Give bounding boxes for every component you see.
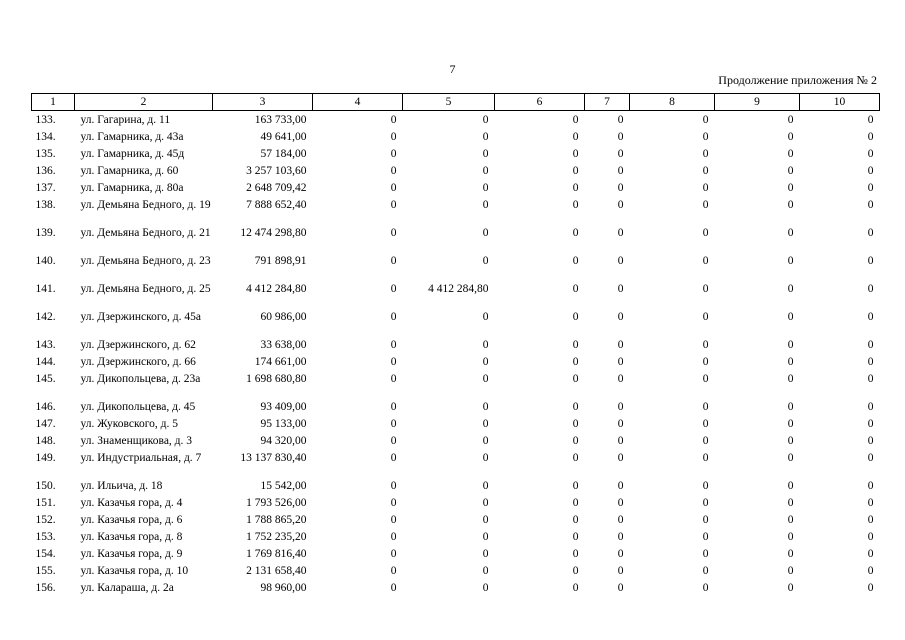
amount-cell-col5: 0 — [482, 199, 489, 211]
amount-cell-col8: 0 — [702, 565, 709, 577]
amount-cell-col4: 0 — [390, 401, 397, 413]
column-header: 1 — [32, 94, 75, 111]
amount-cell-col7: 0 — [617, 373, 624, 385]
amount-cell-col10: 0 — [867, 227, 874, 239]
amount-cell-col3: 791 898,91 — [254, 255, 307, 267]
column-header: 6 — [495, 94, 585, 111]
amount-cell-col9: 0 — [787, 339, 794, 351]
amount-cell-col9: 0 — [787, 452, 794, 464]
amount-cell-col5: 0 — [482, 435, 489, 447]
amount-cell-col5: 0 — [482, 114, 489, 126]
amount-cell-col9: 0 — [787, 480, 794, 492]
amount-cell-col10: 0 — [867, 131, 874, 143]
amount-cell-col9: 0 — [787, 514, 794, 526]
amount-cell-col9: 0 — [787, 182, 794, 194]
amount-cell-col8: 0 — [702, 452, 709, 464]
amount-cell-col4: 0 — [390, 114, 397, 126]
amount-cell-col10: 0 — [867, 497, 874, 509]
amount-cell-col4: 0 — [390, 131, 397, 143]
amount-cell-col5: 0 — [482, 452, 489, 464]
amount-cell-col5: 0 — [482, 356, 489, 368]
table-row — [32, 528, 880, 545]
table-row — [32, 353, 880, 370]
amount-cell-col7: 0 — [617, 480, 624, 492]
row-number-cell: 156. — [35, 582, 56, 594]
amount-cell-col8: 0 — [702, 548, 709, 560]
row-number-cell: 153. — [35, 531, 56, 543]
amount-cell-col3: 15 542,00 — [260, 480, 307, 492]
address-cell: ул. Дзержинского, д. 62 — [80, 339, 196, 351]
amount-cell-col7: 0 — [617, 514, 624, 526]
amount-cell-col6: 0 — [572, 311, 579, 323]
row-number-cell: 133. — [35, 114, 56, 126]
column-header: 2 — [75, 94, 213, 111]
amount-cell-col7: 0 — [617, 199, 624, 211]
amount-cell-col6: 0 — [572, 227, 579, 239]
address-cell: ул. Гамарника, д. 45д — [80, 148, 185, 160]
address-cell: ул. Казачья гора, д. 9 — [80, 548, 183, 560]
amount-cell-col7: 0 — [617, 182, 624, 194]
amount-cell-col10: 0 — [867, 182, 874, 194]
address-cell: ул. Индустриальная, д. 7 — [80, 452, 202, 464]
table-row — [32, 579, 880, 596]
address-cell: ул. Гамарника, д. 60 — [80, 165, 179, 177]
address-cell: ул. Знаменщикова, д. 3 — [80, 435, 193, 447]
address-cell: ул. Дзержинского, д. 66 — [80, 356, 196, 368]
amount-cell-col10: 0 — [867, 435, 874, 447]
amount-cell-col8: 0 — [702, 165, 709, 177]
amount-cell-col3: 1 793 526,00 — [246, 497, 307, 509]
table-row — [32, 449, 880, 477]
amount-cell-col8: 0 — [702, 311, 709, 323]
table-row — [32, 308, 880, 336]
row-number-cell: 137. — [35, 182, 56, 194]
amount-cell-col7: 0 — [617, 227, 624, 239]
amount-cell-col6: 0 — [572, 199, 579, 211]
row-number-cell: 155. — [35, 565, 56, 577]
amount-cell-col4: 0 — [390, 339, 397, 351]
amount-cell-col8: 0 — [702, 480, 709, 492]
amount-cell-col9: 0 — [787, 565, 794, 577]
amount-cell-col8: 0 — [702, 339, 709, 351]
amount-cell-col4: 0 — [390, 283, 397, 295]
amount-cell-col5: 0 — [482, 418, 489, 430]
address-cell: ул. Демьяна Бедного, д. 25 — [80, 283, 211, 295]
amount-cell-col10: 0 — [867, 582, 874, 594]
amount-cell-col6: 0 — [572, 435, 579, 447]
amount-cell-col3: 1 752 235,20 — [246, 531, 307, 543]
table-row — [32, 477, 880, 494]
amount-cell-col8: 0 — [702, 401, 709, 413]
amount-cell-col7: 0 — [617, 565, 624, 577]
amount-cell-col3: 4 412 284,80 — [246, 283, 307, 295]
amount-cell-col6: 0 — [572, 480, 579, 492]
amount-cell-col4: 0 — [390, 418, 397, 430]
amount-cell-col5: 4 412 284,80 — [428, 283, 489, 295]
table-row — [32, 336, 880, 353]
amount-cell-col6: 0 — [572, 452, 579, 464]
amount-cell-col3: 33 638,00 — [260, 339, 307, 351]
amount-cell-col5: 0 — [482, 548, 489, 560]
address-cell: ул. Дзержинского, д. 45а — [80, 311, 202, 323]
amount-cell-col8: 0 — [702, 283, 709, 295]
amount-cell-col6: 0 — [572, 339, 579, 351]
amount-cell-col6: 0 — [572, 401, 579, 413]
column-header: 7 — [585, 94, 630, 111]
amount-cell-col7: 0 — [617, 114, 624, 126]
amount-cell-col8: 0 — [702, 199, 709, 211]
row-number-cell: 134. — [35, 131, 56, 143]
row-number-cell: 144. — [35, 356, 56, 368]
amount-cell-col9: 0 — [787, 114, 794, 126]
amount-cell-col8: 0 — [702, 514, 709, 526]
amount-cell-col4: 0 — [390, 531, 397, 543]
amount-cell-col7: 0 — [617, 435, 624, 447]
amount-cell-col4: 0 — [390, 582, 397, 594]
amount-cell-col10: 0 — [867, 255, 874, 267]
amount-cell-col10: 0 — [867, 548, 874, 560]
amount-cell-col9: 0 — [787, 227, 794, 239]
table-row — [32, 179, 880, 196]
amount-cell-col6: 0 — [572, 148, 579, 160]
amount-cell-col7: 0 — [617, 418, 624, 430]
column-header: 3 — [213, 94, 313, 111]
amount-cell-col8: 0 — [702, 435, 709, 447]
table-row — [32, 398, 880, 415]
amount-cell-col7: 0 — [617, 131, 624, 143]
amount-cell-col4: 0 — [390, 435, 397, 447]
amount-cell-col7: 0 — [617, 356, 624, 368]
amount-cell-col5: 0 — [482, 131, 489, 143]
table-row — [32, 280, 880, 308]
address-cell: ул. Ильича, д. 18 — [80, 480, 163, 492]
amount-cell-col9: 0 — [787, 418, 794, 430]
amount-cell-col3: 1 788 865,20 — [246, 514, 307, 526]
row-number-cell: 139. — [35, 227, 56, 239]
amount-cell-col7: 0 — [617, 531, 624, 543]
row-number-cell: 141. — [35, 283, 56, 295]
amount-cell-col8: 0 — [702, 582, 709, 594]
amount-cell-col9: 0 — [787, 373, 794, 385]
amount-cell-col3: 7 888 652,40 — [246, 199, 307, 211]
amount-cell-col7: 0 — [617, 452, 624, 464]
amount-cell-col4: 0 — [390, 182, 397, 194]
table-row — [32, 224, 880, 252]
amount-cell-col3: 2 131 658,40 — [246, 565, 307, 577]
amount-cell-col4: 0 — [390, 497, 397, 509]
amount-cell-col5: 0 — [482, 165, 489, 177]
amount-cell-col3: 12 474 298,80 — [240, 227, 307, 239]
amount-cell-col10: 0 — [867, 114, 874, 126]
address-cell: ул. Казачья гора, д. 6 — [80, 514, 183, 526]
row-number-cell: 142. — [35, 311, 56, 323]
row-number-cell: 152. — [35, 514, 56, 526]
amount-cell-col4: 0 — [390, 165, 397, 177]
table-row — [32, 432, 880, 449]
amount-cell-col5: 0 — [482, 401, 489, 413]
amount-cell-col5: 0 — [482, 497, 489, 509]
amount-cell-col9: 0 — [787, 497, 794, 509]
amount-cell-col3: 57 184,00 — [260, 148, 307, 160]
amount-cell-col7: 0 — [617, 548, 624, 560]
amount-cell-col7: 0 — [617, 283, 624, 295]
row-number-cell: 136. — [35, 165, 56, 177]
amount-cell-col7: 0 — [617, 255, 624, 267]
amount-cell-col3: 174 661,00 — [254, 356, 307, 368]
amount-cell-col4: 0 — [390, 227, 397, 239]
address-cell: ул. Гамарника, д. 43а — [80, 131, 184, 143]
amount-cell-col7: 0 — [617, 311, 624, 323]
amount-cell-col5: 0 — [482, 182, 489, 194]
address-cell: ул. Казачья гора, д. 10 — [80, 565, 189, 577]
amount-cell-col10: 0 — [867, 165, 874, 177]
amount-cell-col6: 0 — [572, 182, 579, 194]
row-number-cell: 148. — [35, 435, 56, 447]
amount-cell-col6: 0 — [572, 565, 579, 577]
amount-cell-col7: 0 — [617, 401, 624, 413]
amount-cell-col8: 0 — [702, 356, 709, 368]
amount-cell-col5: 0 — [482, 565, 489, 577]
amount-cell-col5: 0 — [482, 373, 489, 385]
appendix-continuation-label: Продолжение приложения № 2 — [718, 73, 877, 87]
amount-cell-col7: 0 — [617, 582, 624, 594]
amount-cell-col10: 0 — [867, 148, 874, 160]
amount-cell-col3: 93 409,00 — [260, 401, 307, 413]
column-header: 4 — [313, 94, 403, 111]
row-number-cell: 140. — [35, 255, 56, 267]
amount-cell-col9: 0 — [787, 148, 794, 160]
amount-cell-col7: 0 — [617, 165, 624, 177]
amount-cell-col9: 0 — [787, 582, 794, 594]
amount-cell-col8: 0 — [702, 255, 709, 267]
amount-cell-col9: 0 — [787, 435, 794, 447]
amount-cell-col10: 0 — [867, 531, 874, 543]
amount-cell-col9: 0 — [787, 311, 794, 323]
amount-cell-col4: 0 — [390, 480, 397, 492]
amount-cell-col5: 0 — [482, 227, 489, 239]
amount-cell-col4: 0 — [390, 311, 397, 323]
amount-cell-col6: 0 — [572, 356, 579, 368]
row-number-cell: 147. — [35, 418, 56, 430]
amount-cell-col5: 0 — [482, 255, 489, 267]
amount-cell-col9: 0 — [787, 255, 794, 267]
table-row — [32, 511, 880, 528]
amount-cell-col8: 0 — [702, 182, 709, 194]
amount-cell-col10: 0 — [867, 356, 874, 368]
amount-cell-col4: 0 — [390, 255, 397, 267]
amount-cell-col3: 49 641,00 — [260, 131, 307, 143]
register-table — [31, 93, 880, 596]
amount-cell-col6: 0 — [572, 165, 579, 177]
amount-cell-col6: 0 — [572, 114, 579, 126]
amount-cell-col6: 0 — [572, 582, 579, 594]
address-cell: ул. Казачья гора, д. 8 — [80, 531, 183, 543]
row-number-cell: 154. — [35, 548, 56, 560]
amount-cell-col9: 0 — [787, 165, 794, 177]
amount-cell-col6: 0 — [572, 131, 579, 143]
amount-cell-col8: 0 — [702, 497, 709, 509]
amount-cell-col8: 0 — [702, 373, 709, 385]
amount-cell-col6: 0 — [572, 531, 579, 543]
table-row — [32, 128, 880, 145]
column-header: 9 — [715, 94, 800, 111]
amount-cell-col9: 0 — [787, 531, 794, 543]
amount-cell-col4: 0 — [390, 565, 397, 577]
amount-cell-col6: 0 — [572, 548, 579, 560]
amount-cell-col5: 0 — [482, 311, 489, 323]
amount-cell-col8: 0 — [702, 131, 709, 143]
amount-cell-col4: 0 — [390, 148, 397, 160]
row-number-cell: 143. — [35, 339, 56, 351]
amount-cell-col8: 0 — [702, 418, 709, 430]
amount-cell-col6: 0 — [572, 255, 579, 267]
amount-cell-col6: 0 — [572, 497, 579, 509]
row-number-cell: 138. — [35, 199, 56, 211]
address-cell: ул. Дикопольцева, д. 45 — [80, 401, 196, 413]
amount-cell-col9: 0 — [787, 283, 794, 295]
amount-cell-col3: 94 320,00 — [260, 435, 307, 447]
amount-cell-col7: 0 — [617, 148, 624, 160]
amount-cell-col5: 0 — [482, 339, 489, 351]
row-number-cell: 150. — [35, 480, 56, 492]
address-cell: ул. Казачья гора, д. 4 — [80, 497, 183, 509]
amount-cell-col3: 2 648 709,42 — [246, 182, 307, 194]
column-header: 8 — [630, 94, 715, 111]
amount-cell-col5: 0 — [482, 514, 489, 526]
amount-cell-col8: 0 — [702, 148, 709, 160]
address-cell: ул. Гамарника, д. 80а — [80, 182, 184, 194]
amount-cell-col5: 0 — [482, 531, 489, 543]
amount-cell-col6: 0 — [572, 418, 579, 430]
address-cell: ул. Демьяна Бедного, д. 19 — [80, 199, 211, 211]
amount-cell-col10: 0 — [867, 480, 874, 492]
address-cell: ул. Демьяна Бедного, д. 23 — [80, 255, 211, 267]
amount-cell-col7: 0 — [617, 339, 624, 351]
table-row — [32, 545, 880, 562]
table-row — [32, 370, 880, 398]
amount-cell-col3: 95 133,00 — [260, 418, 307, 430]
amount-cell-col10: 0 — [867, 418, 874, 430]
column-header: 5 — [403, 94, 495, 111]
address-cell: ул. Жуковского, д. 5 — [80, 418, 178, 430]
row-number-cell: 151. — [35, 497, 56, 509]
address-cell: ул. Гагарина, д. 11 — [80, 114, 171, 126]
amount-cell-col10: 0 — [867, 514, 874, 526]
amount-cell-col3: 163 733,00 — [254, 114, 307, 126]
amount-cell-col5: 0 — [482, 582, 489, 594]
address-cell: ул. Дикопольцева, д. 23а — [80, 373, 201, 385]
amount-cell-col5: 0 — [482, 148, 489, 160]
address-cell: ул. Демьяна Бедного, д. 21 — [80, 227, 211, 239]
amount-cell-col8: 0 — [702, 227, 709, 239]
amount-cell-col4: 0 — [390, 373, 397, 385]
amount-cell-col6: 0 — [572, 514, 579, 526]
row-number-cell: 135. — [35, 148, 56, 160]
table-row — [32, 145, 880, 162]
amount-cell-col10: 0 — [867, 311, 874, 323]
amount-cell-col4: 0 — [390, 514, 397, 526]
amount-cell-col7: 0 — [617, 497, 624, 509]
amount-cell-col3: 60 986,00 — [260, 311, 307, 323]
row-number-cell: 149. — [35, 452, 56, 464]
amount-cell-col3: 1 769 816,40 — [246, 548, 307, 560]
amount-cell-col8: 0 — [702, 531, 709, 543]
table-row — [32, 162, 880, 179]
amount-cell-col6: 0 — [572, 283, 579, 295]
amount-cell-col9: 0 — [787, 356, 794, 368]
row-number-cell: 146. — [35, 401, 56, 413]
row-number-cell: 145. — [35, 373, 56, 385]
table-row — [32, 494, 880, 511]
table-row — [32, 252, 880, 280]
table-header-row — [32, 94, 880, 111]
amount-cell-col3: 13 137 830,40 — [240, 452, 307, 464]
amount-cell-col9: 0 — [787, 548, 794, 560]
amount-cell-col10: 0 — [867, 283, 874, 295]
table-row — [32, 111, 880, 129]
amount-cell-col4: 0 — [390, 452, 397, 464]
column-header: 10 — [800, 94, 880, 111]
amount-cell-col10: 0 — [867, 452, 874, 464]
amount-cell-col9: 0 — [787, 131, 794, 143]
amount-cell-col6: 0 — [572, 373, 579, 385]
amount-cell-col3: 98 960,00 — [260, 582, 307, 594]
amount-cell-col10: 0 — [867, 373, 874, 385]
amount-cell-col4: 0 — [390, 199, 397, 211]
amount-cell-col9: 0 — [787, 401, 794, 413]
amount-cell-col10: 0 — [867, 401, 874, 413]
amount-cell-col9: 0 — [787, 199, 794, 211]
table-row — [32, 415, 880, 432]
amount-cell-col10: 0 — [867, 199, 874, 211]
table-row — [32, 196, 880, 224]
amount-cell-col5: 0 — [482, 480, 489, 492]
page-number: 7 — [449, 62, 456, 76]
amount-cell-col4: 0 — [390, 356, 397, 368]
amount-cell-col3: 3 257 103,60 — [246, 165, 307, 177]
amount-cell-col4: 0 — [390, 548, 397, 560]
amount-cell-col10: 0 — [867, 565, 874, 577]
amount-cell-col3: 1 698 680,80 — [246, 373, 307, 385]
amount-cell-col10: 0 — [867, 339, 874, 351]
address-cell: ул. Калараша, д. 2а — [80, 582, 174, 594]
table-row — [32, 562, 880, 579]
amount-cell-col8: 0 — [702, 114, 709, 126]
